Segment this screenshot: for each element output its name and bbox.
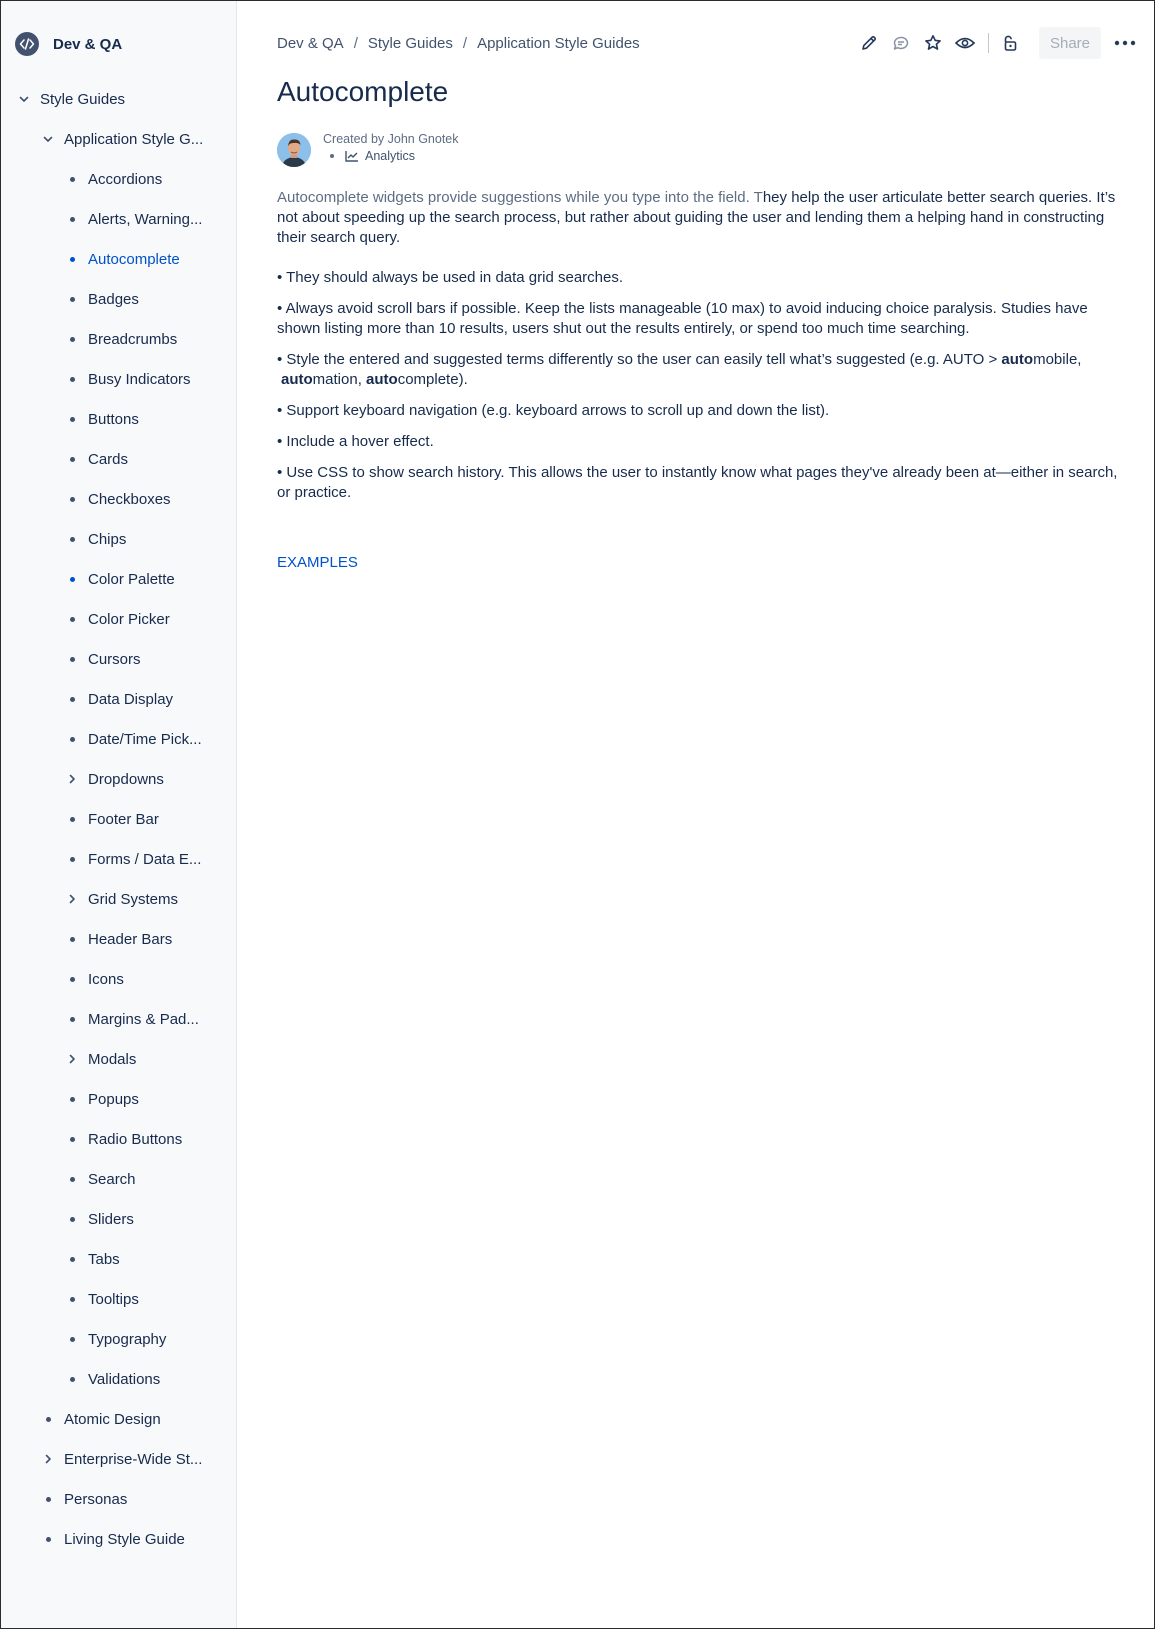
bullet-marker [66, 453, 78, 465]
intro-paragraph [277, 188, 1129, 248]
sidebar-item[interactable] [1, 119, 237, 159]
bullet-4: • Support keyboard navigation (e.g. keyboard arrows to scroll up and down the list). [277, 402, 830, 419]
sidebar-item-label: Tooltips [88, 1290, 139, 1308]
bullet-dot [70, 1217, 75, 1222]
bullet-dot [70, 1017, 75, 1022]
sidebar-item[interactable] [1, 399, 237, 439]
share-button[interactable]: Share [1039, 27, 1101, 59]
breadcrumb [277, 35, 640, 52]
sidebar-item-label: Footer Bar [88, 810, 159, 828]
breadcrumb-item-application-style-guides[interactable]: Application Style Guides [477, 35, 640, 52]
sidebar-item[interactable] [1, 159, 237, 199]
bullet-marker [66, 533, 78, 545]
chevron-right-icon[interactable] [66, 773, 78, 785]
sidebar-item[interactable] [1, 1199, 237, 1239]
sidebar-item[interactable] [1, 1519, 237, 1559]
bullet-marker [66, 1093, 78, 1105]
sidebar-item-label: Color Palette [88, 570, 175, 588]
sidebar-item-label: Checkboxes [88, 490, 171, 508]
bullet-dot [70, 217, 75, 222]
chevron-right-icon[interactable] [66, 1053, 78, 1065]
breadcrumb-item-space[interactable]: Dev & QA [277, 35, 344, 52]
bullet-marker [66, 693, 78, 705]
sidebar-item-label: Search [88, 1170, 136, 1188]
bullet-dot [46, 1497, 51, 1502]
page-tree [1, 79, 237, 1559]
watch-icon[interactable] [954, 32, 976, 54]
bullet-marker [66, 1173, 78, 1185]
bullet-3-text: mation, [312, 371, 367, 388]
bullet-dot [70, 1097, 75, 1102]
bullet-marker [66, 653, 78, 665]
sidebar-item-label: Atomic Design [64, 1410, 161, 1428]
bullet-marker [66, 733, 78, 745]
sidebar-item[interactable] [1, 999, 237, 1039]
bullet-marker [66, 1293, 78, 1305]
bullet-dot [70, 617, 75, 622]
bullet-marker [66, 413, 78, 425]
bullet-dot [70, 377, 75, 382]
created-by[interactable]: Created by John Gnotek [323, 132, 459, 146]
edit-icon[interactable] [858, 32, 880, 54]
bullet-marker [66, 853, 78, 865]
sidebar-item[interactable] [1, 359, 237, 399]
sidebar-item[interactable] [1, 239, 237, 279]
sidebar-item-label: Sliders [88, 1210, 134, 1228]
bullet-dot [70, 657, 75, 662]
sidebar-item-label: Header Bars [88, 930, 173, 948]
sidebar-item-label: Busy Indicators [88, 370, 191, 388]
bullet-dot [70, 297, 75, 302]
sidebar-item[interactable] [1, 1479, 237, 1519]
breadcrumb-separator: / [353, 35, 358, 52]
sidebar-item-label: Radio Buttons [88, 1130, 183, 1148]
bullet-marker [66, 613, 78, 625]
bullet-5: • Include a hover effect. [277, 433, 434, 450]
bullet-dot [70, 697, 75, 702]
chevron-down-icon[interactable] [42, 133, 54, 145]
sidebar-item[interactable] [1, 559, 237, 599]
bullet-marker [66, 213, 78, 225]
sidebar-item[interactable] [1, 879, 237, 919]
bullet-dot [70, 817, 75, 822]
sidebar-item[interactable] [1, 839, 237, 879]
sidebar-item[interactable] [1, 1439, 237, 1479]
sidebar-item-label: Icons [88, 970, 124, 988]
sidebar-item-label: Margins & Pad... [88, 1010, 199, 1028]
sidebar-item-label: Forms / Data E... [88, 850, 202, 868]
sidebar-item[interactable] [1, 79, 237, 119]
bullet-dot [70, 937, 75, 942]
byline-text [323, 132, 623, 163]
sidebar-item-label: Validations [88, 1370, 161, 1388]
bullet-dot [70, 977, 75, 982]
bullet-marker [66, 973, 78, 985]
intro-text: hey help the user articulate better search queries. It’s not about speeding up the search process, but rather about guiding the user and lending them a helping hand in constructing their search query. [277, 189, 1116, 246]
bullet-marker [66, 173, 78, 185]
bullet-dot [46, 1537, 51, 1542]
sidebar-item-label: Personas [64, 1490, 128, 1508]
page-title: Autocomplete [277, 76, 449, 107]
bullet-marker [66, 1013, 78, 1025]
bullet-dot [70, 497, 75, 502]
sidebar-item[interactable] [1, 1159, 237, 1199]
sidebar-item[interactable] [1, 1239, 237, 1279]
bullet-3-bold: auto [1001, 351, 1034, 368]
sidebar-item[interactable] [1, 199, 237, 239]
bullet-dot [70, 177, 75, 182]
bullet-marker [66, 373, 78, 385]
bullet-3 [277, 350, 1129, 390]
sidebar-item[interactable] [1, 519, 237, 559]
sidebar-item-label: Accordions [88, 170, 163, 188]
sidebar-item-label: Enterprise-Wide St... [64, 1450, 203, 1468]
bullet-3-text: mobile, [1033, 351, 1082, 368]
sidebar-item[interactable] [1, 1039, 237, 1079]
sidebar-item-label: Date/Time Pick... [88, 730, 202, 748]
bullet-marker [66, 933, 78, 945]
sidebar-item-label: Alerts, Warning... [88, 210, 203, 228]
analytics-label: Analytics [365, 149, 416, 163]
bullet-dot [70, 417, 75, 422]
sidebar-item[interactable] [1, 479, 237, 519]
sidebar-item-label: Autocomplete [88, 250, 180, 268]
bullet-dot [330, 154, 334, 158]
space-name: Dev & QA [53, 35, 123, 53]
chevron-right-icon[interactable] [42, 1453, 54, 1465]
bullet-marker [66, 493, 78, 505]
bullet-dot [70, 737, 75, 742]
code-icon [15, 32, 39, 56]
bullet-marker [66, 253, 78, 265]
sidebar-item[interactable] [1, 1279, 237, 1319]
sidebar-item[interactable] [1, 959, 237, 999]
chevron-down-icon[interactable] [18, 93, 30, 105]
sidebar-item-label: Chips [88, 530, 127, 548]
bullet-dot [70, 1297, 75, 1302]
analytics-chart-icon [345, 150, 359, 162]
bullet-dot [70, 1377, 75, 1382]
sidebar-item[interactable] [1, 319, 237, 359]
bullet-1: • They should always be used in data grid searches. [277, 269, 624, 286]
sidebar-item[interactable] [1, 639, 237, 679]
sidebar-item[interactable] [1, 759, 237, 799]
sidebar-item[interactable] [1, 1359, 237, 1399]
bullet-3-text: • Style the entered and suggested terms differently so the user can easily tell what’s suggested (e.g. AUTO > [277, 351, 1002, 368]
bullet-dot [70, 1137, 75, 1142]
sidebar-item-label: Buttons [88, 410, 139, 428]
intro-muted-text: Autocomplete widgets provide suggestions while you type into the field. T [277, 189, 763, 206]
chevron-right-icon[interactable] [66, 893, 78, 905]
sidebar-item-label: Living Style Guide [64, 1530, 185, 1548]
sidebar-item[interactable] [1, 679, 237, 719]
star-icon[interactable] [922, 32, 944, 54]
comment-icon[interactable] [890, 32, 912, 54]
bullet-dot [70, 457, 75, 462]
sidebar-item-label: Typography [88, 1330, 167, 1348]
sidebar-item-label: Dropdowns [88, 770, 164, 788]
bullet-marker [66, 1373, 78, 1385]
sidebar-item-label: Breadcrumbs [88, 330, 178, 348]
bullet-6: • Use CSS to show search history. This allows the user to instantly know what pages they've already been at—either in search, or practice. [277, 464, 1118, 501]
sidebar-item-label: Application Style G... [64, 130, 204, 148]
bullet-marker [42, 1413, 54, 1425]
bullet-dot [46, 1417, 51, 1422]
sidebar-item-label: Tabs [88, 1250, 120, 1268]
sidebar-item-label: Grid Systems [88, 890, 179, 908]
breadcrumb-item-style-guides[interactable]: Style Guides [367, 35, 453, 52]
bullet-dot [70, 1337, 75, 1342]
avatar[interactable] [277, 133, 311, 167]
more-icon[interactable] [1113, 31, 1137, 55]
bullet-dot [70, 577, 75, 582]
sidebar-item-label: Modals [88, 1050, 137, 1068]
sidebar-item-label: Style Guides [40, 90, 126, 108]
sidebar-item[interactable] [1, 919, 237, 959]
unlock-icon[interactable] [999, 32, 1021, 54]
sidebar-item[interactable] [1, 439, 237, 479]
bullet-marker [66, 1253, 78, 1265]
bullet-3-bold: auto [281, 371, 313, 388]
bullet-marker [66, 293, 78, 305]
bullet-marker [66, 1333, 78, 1345]
sidebar-item[interactable] [1, 719, 237, 759]
bullet-marker [42, 1533, 54, 1545]
bullet-marker [66, 333, 78, 345]
sidebar [1, 1, 237, 1628]
bullet-dot [70, 257, 75, 262]
bullet-marker [66, 1133, 78, 1145]
bullet-2: • Always avoid scroll bars if possible. Keep the lists manageable (10 max) to avoid inducing choice paralysis. Studies have shown listing more than 10 results, users shut out the results entirely, or spend too much time searching. [277, 300, 1088, 337]
bullet-dot [70, 1257, 75, 1262]
bullet-3-bold: auto [366, 371, 398, 388]
analytics-link[interactable] [323, 149, 623, 163]
breadcrumb-separator: / [462, 35, 468, 52]
sidebar-item[interactable] [1, 1319, 237, 1359]
bullet-dot [70, 337, 75, 342]
space-header[interactable] [15, 31, 122, 57]
bullet-marker [66, 1213, 78, 1225]
sidebar-item-label: Color Picker [88, 610, 170, 628]
bullet-3-text: complete). [397, 371, 468, 388]
sidebar-item[interactable] [1, 799, 237, 839]
bullet-dot [70, 537, 75, 542]
sidebar-item[interactable] [1, 599, 237, 639]
sidebar-item[interactable] [1, 1119, 237, 1159]
sidebar-item[interactable] [1, 1399, 237, 1439]
page-body [277, 188, 1129, 514]
sidebar-item[interactable] [1, 279, 237, 319]
sidebar-item[interactable] [1, 1079, 237, 1119]
bullet-marker [42, 1493, 54, 1505]
sidebar-item-label: Popups [88, 1090, 139, 1108]
toolbar-divider [988, 33, 989, 53]
bullet-dot [70, 1177, 75, 1182]
sidebar-item-label: Cards [88, 450, 129, 468]
sidebar-item-label: Badges [88, 290, 139, 308]
bullet-marker [66, 573, 78, 585]
examples-link[interactable]: EXAMPLES [277, 554, 358, 571]
bullet-dot [70, 857, 75, 862]
sidebar-item-label: Cursors [88, 650, 141, 668]
sidebar-item-label: Data Display [88, 690, 174, 708]
page-actions [848, 26, 1137, 60]
bullet-marker [66, 813, 78, 825]
